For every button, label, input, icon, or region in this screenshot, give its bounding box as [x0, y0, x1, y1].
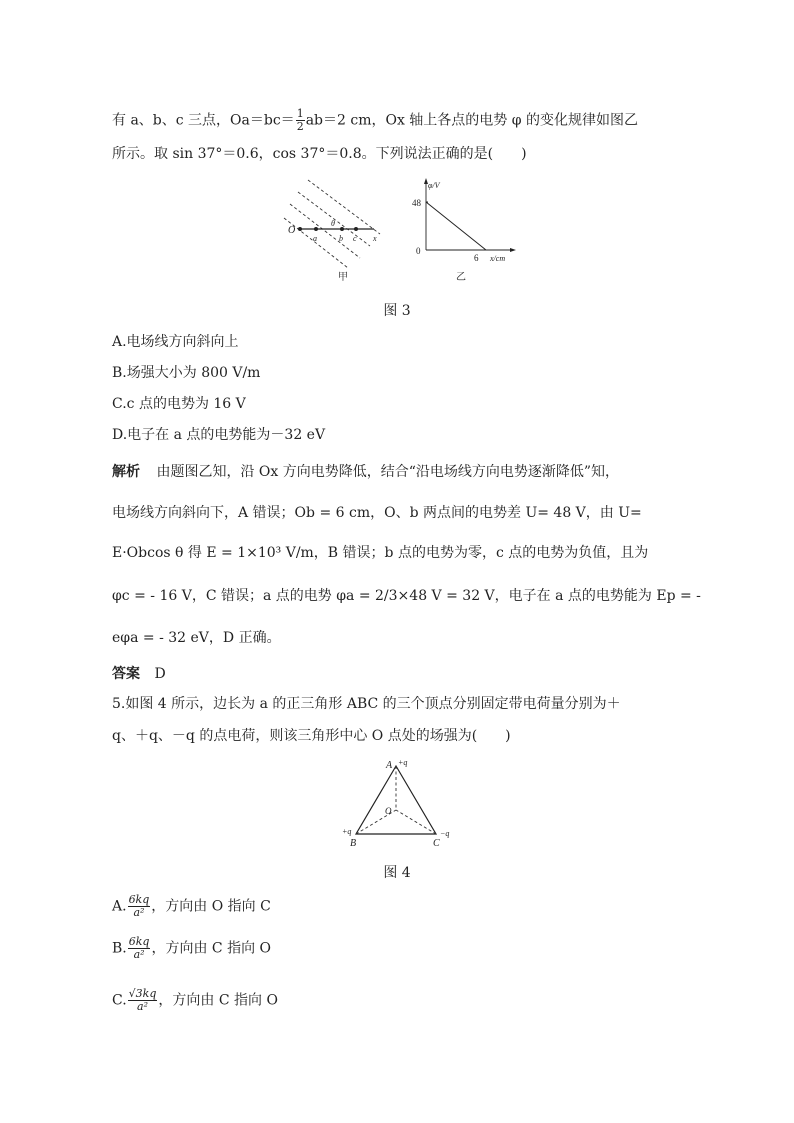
analysis-line4: φc = - 16 V，C 错误；a 点的电势 φa = 2/3×48 V = 32 V，电子在 a 点的电势能为 Ep = -	[112, 588, 701, 604]
figure-3-caption: 图 3	[383, 303, 411, 319]
figure-jia	[284, 176, 394, 286]
charge-B: +q	[342, 827, 352, 836]
chart-ylabel: φ/V	[428, 181, 440, 190]
tick-x-6: 6	[474, 253, 479, 263]
p5-option-c: C. $\frac{√3kq}{\text{a²}}$ ，方向由 C 指向 O	[112, 987, 278, 1013]
charge-A: +q	[398, 758, 408, 767]
center-O: O	[385, 806, 392, 816]
label-b: b	[339, 234, 343, 243]
option-b: B.场强大小为 800 V/m	[112, 365, 261, 381]
tick-origin: 0	[416, 246, 421, 256]
analysis-line2: 电场线方向斜向下，A 错误；Ob = 6 cm，O、b 两点间的电势差 U= 48 V，由 U=	[112, 505, 642, 521]
caption-jia: 甲	[338, 272, 348, 283]
analysis-line3: E·Obcos θ 得 E = 1×10³ V/m，B 错误；b 点的电势为零，c 点的电势为负值，且为	[112, 545, 649, 561]
vertex-A: A	[386, 760, 393, 771]
analysis-label: 解析	[112, 464, 140, 480]
label-x: x	[373, 234, 377, 243]
p5-option-a: A. $\frac{6kq}{\text{a²}}$ ，方向由 O 指向 C	[112, 893, 271, 919]
figure-yi-chart	[406, 176, 524, 286]
vertex-B: B	[350, 838, 357, 849]
answer-value: D	[154, 666, 166, 682]
charge-C: −q	[440, 829, 450, 838]
vertex-C: C	[433, 838, 440, 849]
tick-y-48: 48	[412, 198, 421, 208]
label-a: a	[313, 234, 317, 243]
x-axis-arrow	[510, 248, 516, 252]
label-theta: θ	[331, 219, 335, 228]
phi-x-series-line	[426, 202, 486, 250]
p5-line2: q、＋q、－q 的点电荷，则该三角形中心 O 点处的场强为( )	[112, 728, 511, 744]
option-c: C.c 点的电势为 16 V	[112, 396, 246, 412]
caption-yi: 乙	[456, 272, 466, 283]
option-a: A.电场线方向斜向上	[112, 334, 239, 350]
answer-label: 答案	[112, 666, 140, 682]
label-c: c	[353, 234, 357, 243]
p5-line1: 5.如图 4 所示，边长为 a 的正三角形 ABC 的三个顶点分别固定带电荷量分别为＋	[112, 696, 621, 712]
p4-line1: 有 a、b、c 三点，Oa＝bc＝ $\frac{1}{2}$ ab＝2 cm，Ox 轴上各点的电势 φ 的变化规律如图乙	[112, 107, 638, 133]
analysis-line1: 解析 由题图乙知，沿 Ox 方向电势降低，结合“沿电场线方向电势逐渐降低”知，	[112, 464, 620, 480]
figure-4-caption: 图 4	[383, 865, 411, 881]
chart-xlabel: x/cm	[490, 254, 506, 263]
option-d: D.电子在 a 点的电势能为－32 eV	[112, 427, 326, 443]
fraction-half: $\frac{1}{2}$	[296, 107, 304, 133]
figure-4-triangle	[336, 754, 466, 854]
p5-option-b: B. $\frac{6kq}{\text{a²}}$ ，方向由 C 指向 O	[112, 935, 272, 961]
p4-line2: 所示。取 sin 37°＝0.6，cos 37°＝0.8。下列说法正确的是( )	[112, 146, 527, 162]
answer-line	[112, 664, 166, 684]
analysis-line5: eφa = - 32 eV，D 正确。	[112, 630, 281, 646]
label-O: O	[288, 225, 296, 236]
